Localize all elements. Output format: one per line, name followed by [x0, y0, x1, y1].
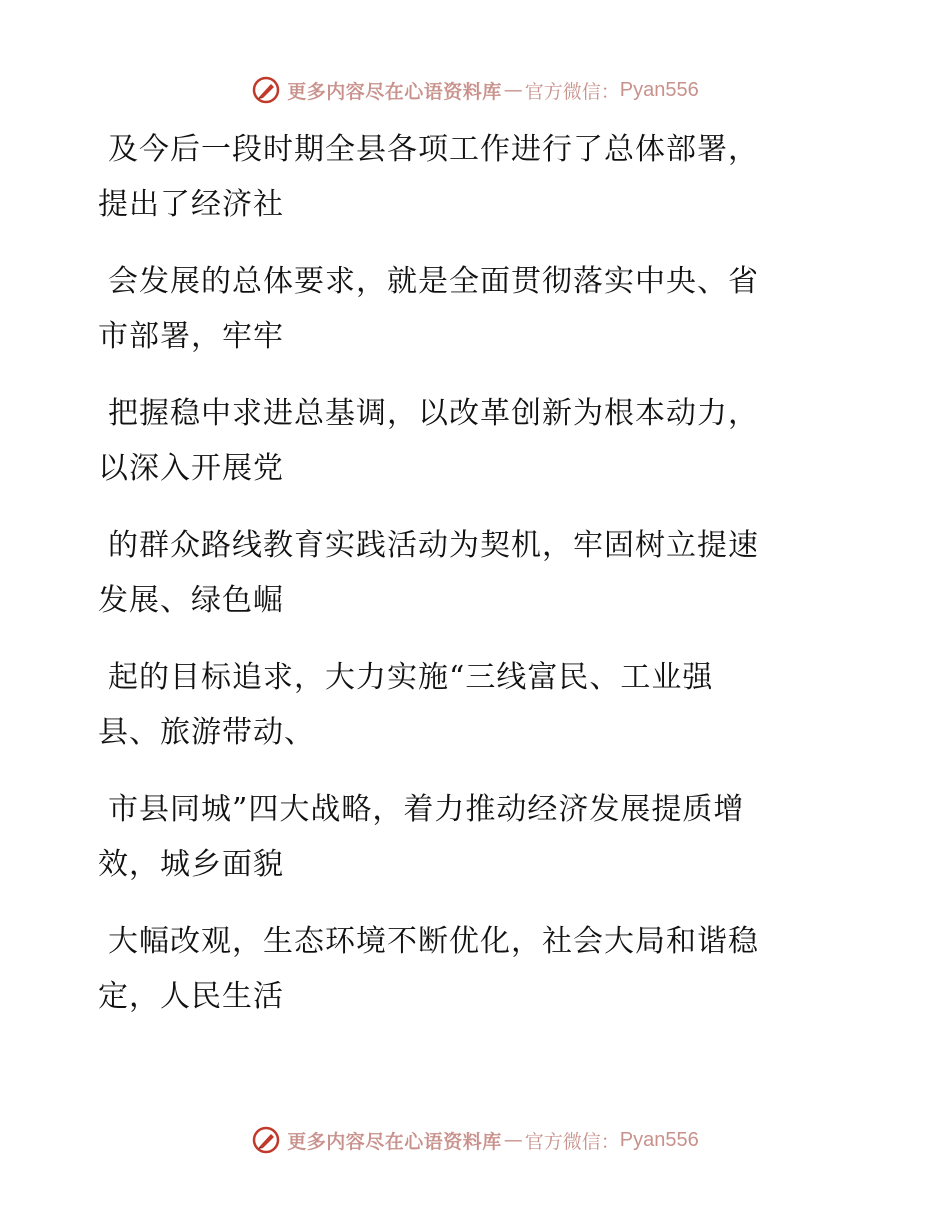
paragraph	[98, 518, 858, 628]
header-banner	[0, 70, 950, 110]
paragraph-line: 大幅改观，生态环境不断优化，社会大局和谐稳	[108, 924, 759, 959]
banner-wechat-id: Pyan556	[619, 78, 699, 101]
paragraph	[98, 650, 858, 760]
footer-banner	[0, 1120, 950, 1160]
paragraph-line: 提出了经济社	[98, 187, 284, 222]
paragraph-line: 县、旅游带动、	[98, 715, 315, 750]
paragraph	[98, 122, 858, 232]
paragraph-line: 会发展的总体要求，就是全面贯彻落实中央、省	[108, 264, 759, 299]
banner-wechat-label: 官方微信：	[524, 80, 620, 103]
banner-separator: —	[503, 79, 523, 101]
paragraph-line: 发展、绿色崛	[98, 583, 284, 618]
banner-wechat-label: 官方微信：	[524, 1130, 620, 1153]
pen-logo-icon	[251, 1125, 281, 1155]
paragraph-line: 的群众路线教育实践活动为契机，牢固树立提速	[108, 528, 759, 563]
paragraph-line: 定，人民生活	[98, 979, 284, 1014]
paragraph-line: 及今后一段时期全县各项工作进行了总体部署，	[108, 132, 759, 167]
paragraph	[98, 914, 858, 1024]
banner-separator: —	[503, 1129, 523, 1151]
paragraph	[98, 386, 858, 496]
document-body	[98, 122, 858, 1046]
paragraph	[98, 254, 858, 364]
paragraph	[98, 782, 858, 892]
banner-title: 更多内容尽在心语资料库	[287, 1130, 502, 1153]
banner-wechat-id: Pyan556	[619, 1128, 699, 1151]
pen-logo-icon	[251, 75, 281, 105]
paragraph-line: 以深入开展党	[98, 451, 284, 486]
paragraph-line: 市部署，牢牢	[98, 319, 284, 354]
paragraph-line: 效，城乡面貌	[98, 847, 284, 882]
banner-title: 更多内容尽在心语资料库	[287, 80, 502, 103]
paragraph-line: 市县同城”四大战略，着力推动经济发展提质增	[108, 792, 745, 827]
paragraph-line: 把握稳中求进总基调，以改革创新为根本动力，	[108, 396, 759, 431]
paragraph-line: 起的目标追求，大力实施“三线富民、工业强	[108, 660, 714, 695]
